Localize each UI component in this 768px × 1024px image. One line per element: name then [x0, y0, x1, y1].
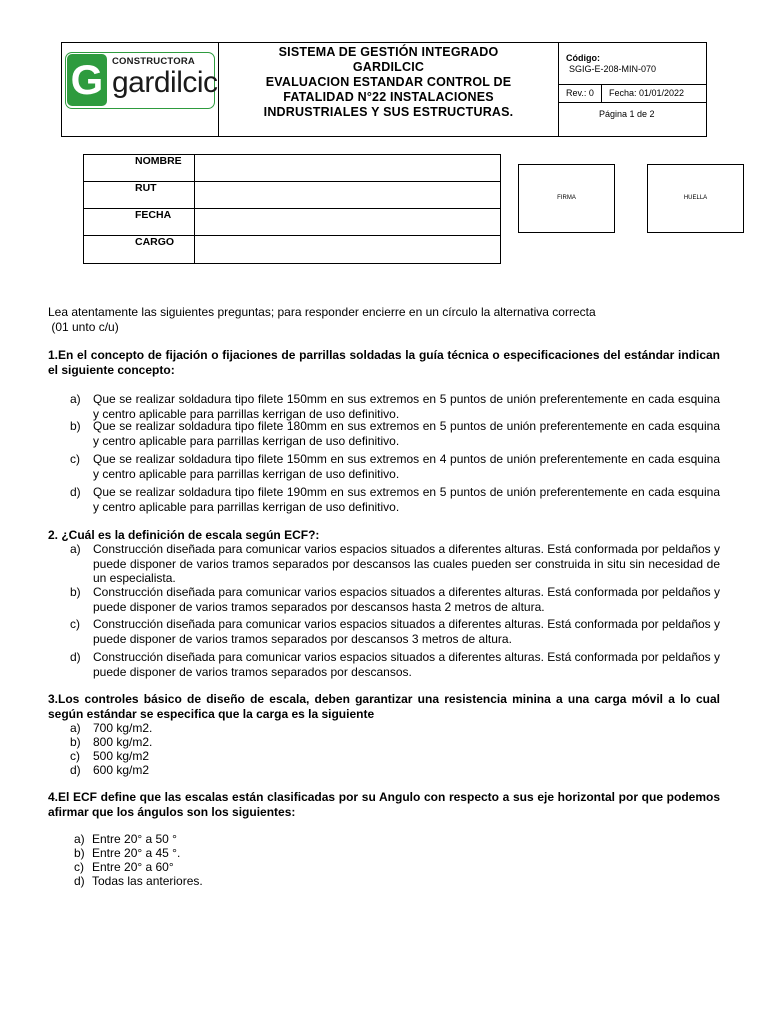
question-1: 1.En el concepto de fijación o fijaciones de parrillas soldadas la guía técnica o especificaciones del estándar indican el siguiente concepto: — [48, 348, 720, 377]
option-text: 500 kg/m2 — [93, 749, 150, 763]
document-title — [219, 43, 559, 136]
table-row — [84, 236, 500, 263]
option-letter: b) — [70, 419, 81, 433]
option-letter: b) — [70, 735, 81, 749]
fingerprint-box: HUELLA — [647, 164, 744, 233]
logo-letter: G — [67, 54, 107, 106]
field-label-rut: RUT — [84, 182, 195, 208]
option-letter: c) — [74, 860, 84, 874]
option-text: Entre 20° a 45 °. — [92, 846, 181, 860]
table-row — [84, 209, 500, 236]
option-letter: d) — [70, 763, 81, 777]
title-line: EVALUACION ESTANDAR CONTROL DE — [265, 75, 512, 89]
option-text: Que se realizar soldadura tipo filete 180mm en sus extremos en 5 puntos de unión preferentemente en cada esquina y centro aplicable para parrillas kerrigan de uso definitivo. — [93, 419, 720, 448]
option-text: Construcción diseñada para comunicar varios espacios situados a diferentes alturas. Está conformada por peldaños y puede disponer de varios tramos separados por descansos 3 metros de altura. — [93, 617, 721, 646]
logo-top-text: CONSTRUCTORA — [112, 56, 195, 67]
option-text: 800 kg/m2. — [93, 735, 153, 749]
option-letter: a) — [70, 721, 81, 735]
option-letter: a) — [70, 392, 81, 406]
code-label: Código: — [566, 53, 600, 63]
option-text: 600 kg/m2 — [93, 763, 150, 777]
company-logo — [65, 52, 218, 109]
option-letter: a) — [70, 542, 81, 556]
question-2: 2. ¿Cuál es la definición de escala según ECF?: — [48, 528, 320, 542]
title-line: FATALIDAD N°22 INSTALACIONES — [283, 90, 494, 104]
title-line: SISTEMA DE GESTIÓN INTEGRADO — [278, 45, 499, 59]
instructions-line: Lea atentamente las siguientes preguntas; para responder encierre en un círculo la alternativa correcta — [48, 305, 596, 319]
table-row — [84, 155, 500, 182]
option-letter: d) — [74, 874, 85, 888]
instructions-score: (01 unto c/u) — [48, 319, 119, 334]
option-letter: c) — [70, 749, 80, 763]
option-text: Todas las anteriores. — [92, 874, 203, 888]
date: Fecha: 01/01/2022 — [602, 85, 706, 103]
option-letter: b) — [70, 585, 81, 599]
signature-box: FIRMA — [518, 164, 615, 233]
option-text: Que se realizar soldadura tipo filete 150mm en sus extremos en 4 puntos de unión preferentemente en cada esquina y centro aplicable para parrillas kerrigan de uso definitivo. — [93, 452, 720, 481]
option-letter: d) — [70, 650, 81, 664]
question-3: 3.Los controles básico de diseño de escala, deben garantizar una resistencia minina a una carga móvil a lo cual según estándar se especifica que la carga es la siguiente — [48, 692, 720, 721]
question-4: 4.El ECF define que las escalas están clasificadas por su Angulo con respecto a sus eje horizontal por que podemos afirmar que los ángulos son los siguientes: — [48, 790, 720, 819]
option-text: Construcción diseñada para comunicar varios espacios situados a diferentes alturas. Está conformada por peldaños y puede disponer de varios tramos separados por descansos hasta 2 metros de altura. — [93, 585, 721, 614]
option-text: Construcción diseñada para comunicar varios espacios situados a diferentes alturas. Está conformada por peldaños y puede disponer de varios tramos separados por descansos. — [93, 650, 721, 679]
option-text: Que se realizar soldadura tipo filete 150mm en sus extremos en 5 puntos de unión preferentemente en cada esquina y centro aplicable para parrillas kerrigan de uso definitivo. — [93, 392, 720, 421]
option-letter: a) — [74, 832, 85, 846]
logo-cell — [62, 43, 219, 136]
field-label-nombre: NOMBRE — [84, 155, 195, 181]
option-letter: c) — [70, 617, 80, 631]
document-header — [61, 42, 707, 137]
option-text: Entre 20° a 50 ° — [92, 832, 177, 846]
option-text: Construcción diseñada para comunicar varios espacios situados a diferentes alturas. Está conformada por peldaños y puede disponer de varios tramos separados por descansos las cuales pueden ser construida in situ sin necesidad de un especialista. — [93, 542, 721, 585]
logo-name-text: gardilcic — [112, 66, 218, 99]
option-letter: c) — [70, 452, 80, 466]
option-letter: d) — [70, 485, 81, 499]
option-text: 700 kg/m2. — [93, 721, 153, 735]
field-label-fecha: FECHA — [84, 209, 195, 235]
revision: Rev.: 0 — [559, 85, 602, 103]
title-line: GARDILCIC — [352, 60, 425, 74]
option-text: Que se realizar soldadura tipo filete 190mm en sus extremos en 5 puntos de unión preferentemente en cada esquina y centro aplicable para parrillas kerrigan de uso definitivo. — [93, 485, 720, 514]
table-row — [84, 182, 500, 209]
option-letter: b) — [74, 846, 85, 860]
field-label-cargo: CARGO — [84, 236, 195, 263]
identification-table — [83, 154, 501, 264]
code-value: SGIG-E-208-MIN-070 — [569, 64, 657, 74]
title-line: INDRUSTRIALES Y SUS ESTRUCTURAS. — [263, 105, 514, 119]
page-number: Página 1 de 2 — [599, 109, 655, 119]
code-cell — [559, 43, 706, 85]
option-text: Entre 20° a 60° — [92, 860, 174, 874]
instructions — [48, 305, 728, 334]
